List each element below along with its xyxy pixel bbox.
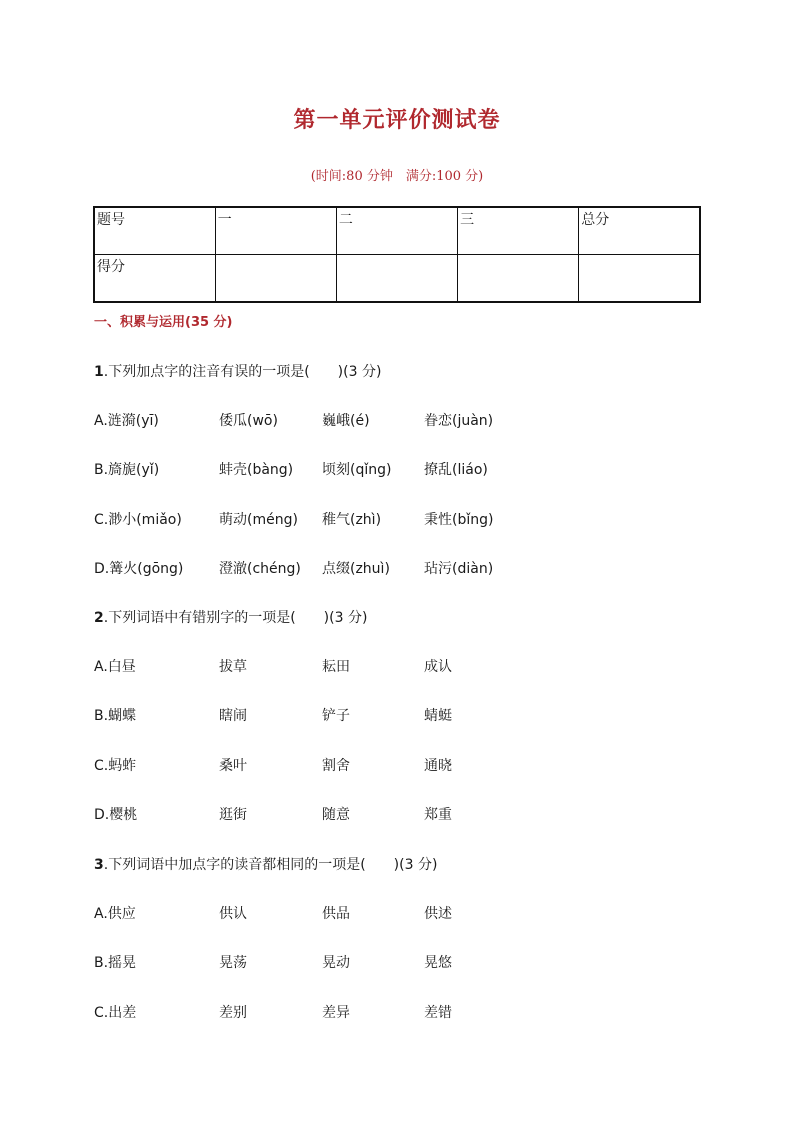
option-text: A.白昼 bbox=[94, 659, 136, 675]
option-text: 供认 bbox=[219, 906, 247, 922]
option-text: 供品 bbox=[322, 906, 350, 922]
option-text: 巍峨(é) bbox=[322, 413, 370, 429]
option-text: C.出差 bbox=[94, 1005, 137, 1021]
section-heading: 一、积累与运用(35 分) bbox=[94, 315, 233, 330]
option-text: 萌动(méng) bbox=[219, 512, 298, 528]
option-text: D.樱桃 bbox=[94, 807, 138, 823]
option-text: 逛街 bbox=[219, 807, 247, 823]
question-text: .下列词语中有错别字的一项是( )(3 分) bbox=[103, 610, 368, 626]
table-header-cell: 题号 bbox=[94, 207, 215, 255]
option-text: 瞎闹 bbox=[219, 708, 247, 724]
option-text: 桑叶 bbox=[219, 758, 247, 774]
option-text: 差别 bbox=[219, 1005, 247, 1021]
option-text: C.蚂蚱 bbox=[94, 758, 137, 774]
option-text: 蚌壳(bàng) bbox=[219, 462, 294, 478]
table-row bbox=[94, 255, 700, 303]
option-text: 蜻蜓 bbox=[424, 708, 452, 724]
question-3 bbox=[94, 854, 437, 874]
table-header-cell: 二 bbox=[336, 207, 457, 255]
question-number: 3 bbox=[94, 857, 104, 873]
option-text: 供述 bbox=[424, 906, 452, 922]
option-text: 晃动 bbox=[322, 955, 350, 971]
score-cell[interactable] bbox=[579, 255, 700, 303]
table-header-cell: 总分 bbox=[579, 207, 700, 255]
option-text: 拔草 bbox=[219, 659, 247, 675]
option-text: D.篝火(gōng) bbox=[94, 561, 184, 577]
table-header-cell: 一 bbox=[215, 207, 336, 255]
score-table bbox=[93, 206, 701, 303]
option-text: 晃悠 bbox=[424, 955, 452, 971]
exam-info: (时间:80 分钟 满分:100 分) bbox=[310, 169, 484, 184]
option-text: C.渺小(miǎo) bbox=[94, 512, 182, 528]
option-text: 撩乱(liáo) bbox=[424, 462, 488, 478]
option-text: 点缀(zhuì) bbox=[322, 561, 390, 577]
option-text: 成认 bbox=[424, 659, 452, 675]
score-cell[interactable] bbox=[336, 255, 457, 303]
option-text: B.摇晃 bbox=[94, 955, 137, 971]
score-cell[interactable] bbox=[215, 255, 336, 303]
score-cell[interactable] bbox=[458, 255, 579, 303]
option-text: 倭瓜(wō) bbox=[219, 413, 278, 429]
option-text: 晃荡 bbox=[219, 955, 247, 971]
question-number: 2 bbox=[94, 610, 104, 626]
question-2 bbox=[94, 607, 367, 627]
table-row-label: 得分 bbox=[94, 255, 215, 303]
option-text: 眷恋(juàn) bbox=[424, 413, 494, 429]
option-text: B.蝴蝶 bbox=[94, 708, 137, 724]
question-number: 1 bbox=[94, 364, 104, 380]
option-text: A.供应 bbox=[94, 906, 136, 922]
option-text: 顷刻(qǐng) bbox=[322, 462, 392, 478]
option-text: 郑重 bbox=[424, 807, 452, 823]
option-text: A.涟漪(yī) bbox=[94, 413, 159, 429]
option-text: 随意 bbox=[322, 807, 350, 823]
option-text: 耘田 bbox=[322, 659, 350, 675]
option-text: 玷污(diàn) bbox=[424, 561, 494, 577]
option-text: 差异 bbox=[322, 1005, 350, 1021]
option-text: 澄澈(chéng) bbox=[219, 561, 301, 577]
page-title: 第一单元评价测试卷 bbox=[293, 107, 501, 133]
question-1 bbox=[94, 361, 381, 381]
option-text: 稚气(zhì) bbox=[322, 512, 382, 528]
option-text: 秉性(bǐng) bbox=[424, 512, 494, 528]
table-row bbox=[94, 207, 700, 255]
table-header-cell: 三 bbox=[458, 207, 579, 255]
option-text: 铲子 bbox=[322, 708, 350, 724]
question-text: .下列词语中加点字的读音都相同的一项是( )(3 分) bbox=[103, 857, 438, 873]
option-text: B.旖旎(yǐ) bbox=[94, 462, 160, 478]
option-text: 差错 bbox=[424, 1005, 452, 1021]
option-text: 通晓 bbox=[424, 758, 452, 774]
option-text: 割舍 bbox=[322, 758, 350, 774]
question-text: .下列加点字的注音有误的一项是( )(3 分) bbox=[103, 364, 382, 380]
